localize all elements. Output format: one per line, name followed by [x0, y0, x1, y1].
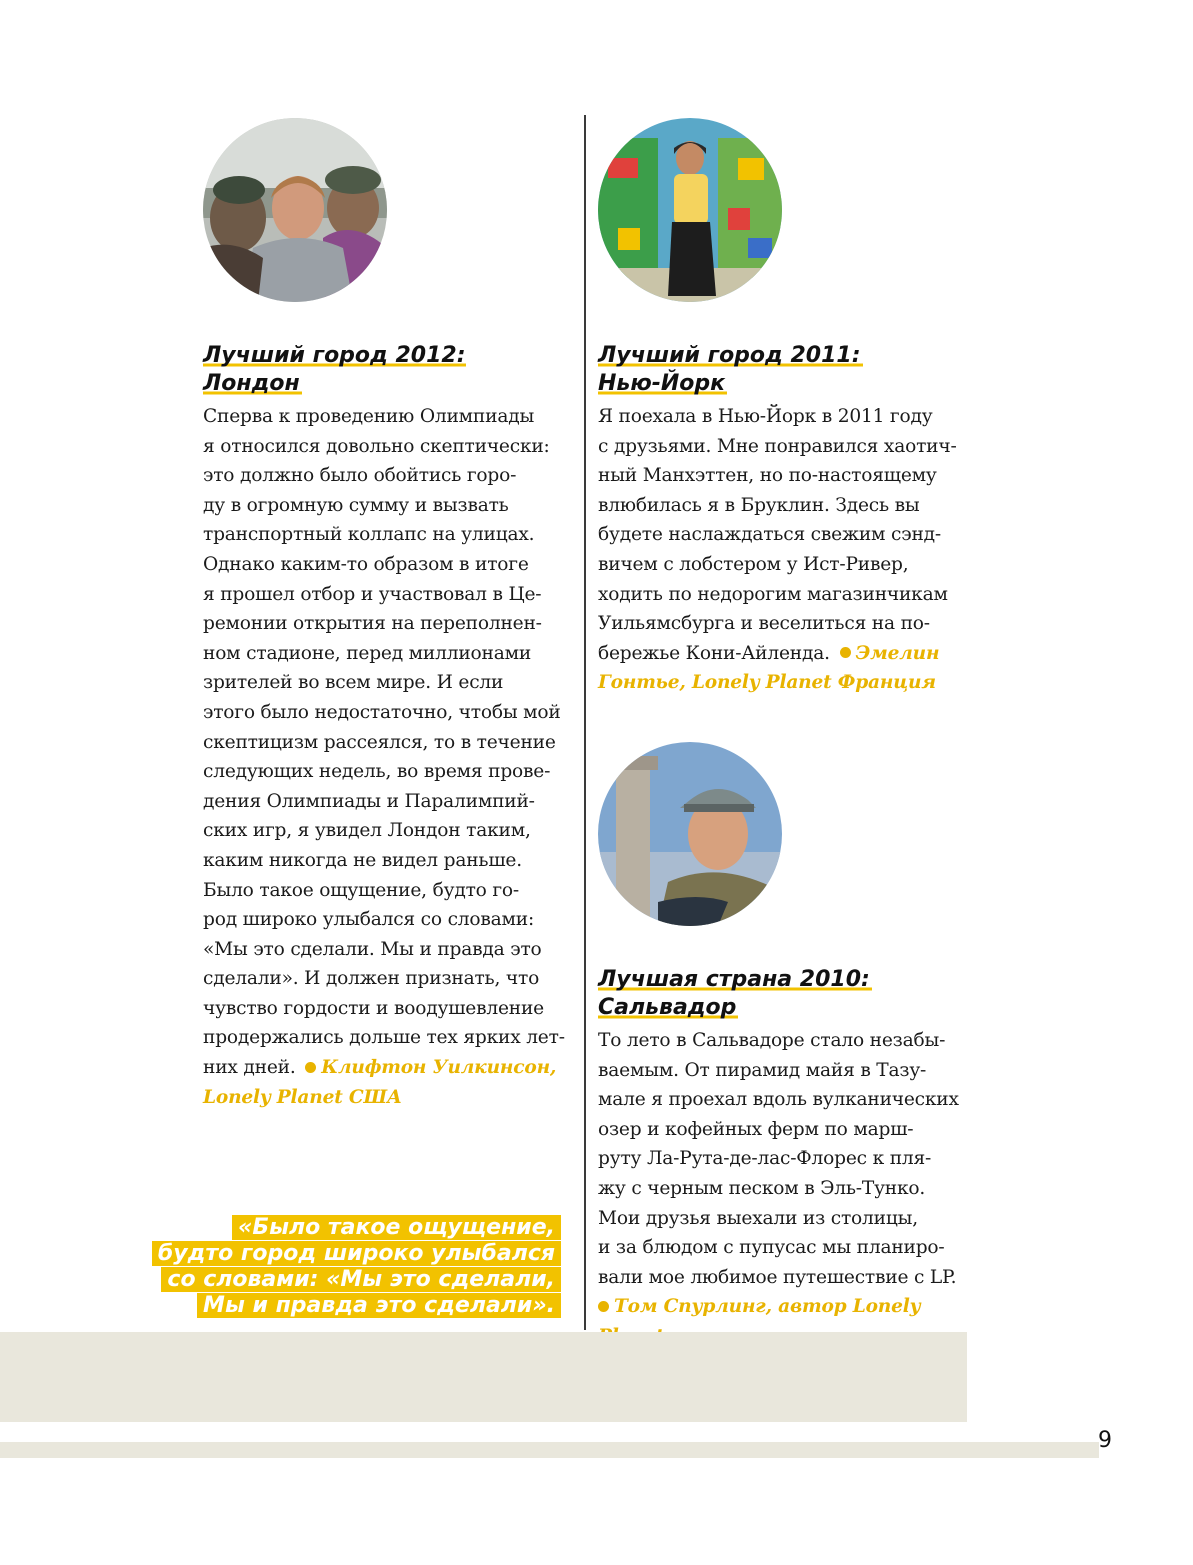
photo-man-hat	[598, 742, 782, 926]
column-divider	[584, 115, 586, 1330]
page-number: 9	[1098, 1428, 1112, 1453]
bullet-dot	[598, 1301, 609, 1312]
body-el-salvador: То лето в Сальвадоре стало незабы- ваемым. От пирамид майя в Тазу- мале я проехал вдоль вулканических озер и кофейных ферм по марш- руту Ла-Рута-де-лас-Флорес к пля- жу с черным песком в Эль-Тунко. Мои друзья выехали из столицы, и за блюдом с пупусас мы планиро- вали мое любимое путешествие с LP. Том Спурлинг, автор Lonely	[598, 1026, 978, 1352]
photo-woman-mural	[598, 118, 782, 302]
heading-new-york: Лучший город 2011: Нью-Йорк	[598, 343, 861, 396]
pull-quote: «Было такое ощущение, будто город широко улыбался со словами: «Мы это сделали, Мы и правда это сделали».	[141, 1215, 561, 1319]
article-london	[203, 118, 571, 1112]
byline-new-york-2: Гонтье, Lonely Planet Франция	[598, 672, 936, 694]
heading-el-salvador: Лучшая страна 2010: Сальвадор	[598, 967, 870, 1020]
byline-new-york-1: Эмелин	[855, 642, 940, 664]
author-photo-el-salvador	[598, 742, 782, 926]
bullet-dot	[305, 1062, 316, 1073]
author-photo-london	[203, 118, 387, 302]
byline-london-1: Клифтон Уилкинсон,	[321, 1057, 557, 1079]
author-photo-new-york	[598, 118, 782, 302]
bullet-dot	[840, 647, 851, 658]
body-new-york: Я поехала в Нью-Йорк в 2011 году с друзьями. Мне понравился хаотич- ный Манхэттен, но по-настоящему влюбилась я в Бруклин. Здесь вы будете наслаждаться свежим сэнд- вичем с лобстером у Ист-Ривер, ходить по недорогим магазинчикам Уильямсбурга и веселиться на по- бережье Кони-Айленда. Эмелин Гонтье, Lonely Planet Франция	[598, 406, 957, 694]
article-el-salvador	[598, 742, 978, 1352]
footer-band	[0, 1332, 967, 1422]
body-london: Сперва к проведению Олимпиады я относился довольно скептически: это должно было обойтись горо- ду в огромную сумму и вызвать транспортный коллапс на улицах. Однако каким-то образом в итоге я прошел отбор и участвовал в Це- ремонии открытия на переполнен- ном стадионе, перед миллионами зрителей во всем мире. И если этого было недостаточно, чтобы мой скептицизм рассеялся, то в течение следующих недель, во время прове- дения Олимпиады и Паралимпий- ских игр, я увидел Лондон таким, каким никогда не видел раньше. Было такое ощущение, будто го- род широко улыбался со словами: «Мы это сделали. Мы и правда это сделали». И должен признать, что чувство гордости и воодушевление продержались дольше тех ярких лет- них дней. Клифтон Уилкинсон, Lonely Planet США	[203, 406, 565, 1108]
heading-london: Лучший город 2012: Лондон	[203, 343, 466, 396]
footer-stripe	[0, 1442, 1099, 1458]
article-new-york	[598, 118, 978, 698]
byline-london-2: Lonely Planet США	[203, 1086, 402, 1108]
photo-group-of-men	[203, 118, 387, 302]
byline-el-salvador: Том Спурлинг, автор Lonely	[614, 1296, 921, 1318]
